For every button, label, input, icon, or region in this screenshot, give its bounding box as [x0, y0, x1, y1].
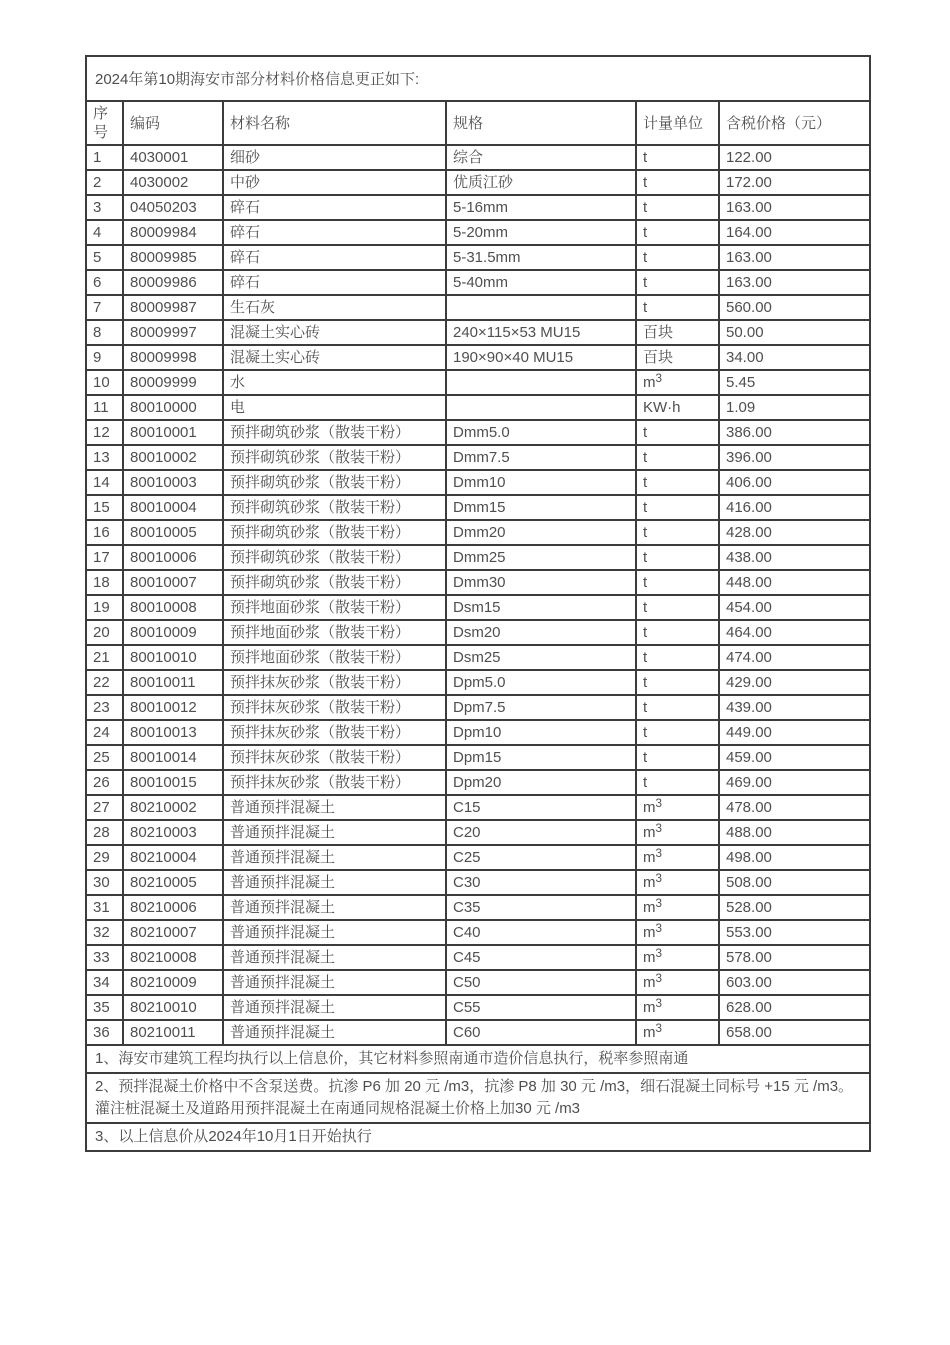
- table-cell: t: [636, 195, 719, 220]
- table-cell: 10: [86, 370, 123, 395]
- table-cell: 24: [86, 720, 123, 745]
- table-cell: 416.00: [719, 495, 870, 520]
- table-cell: $m^3$: [636, 870, 719, 895]
- table-cell: 百块: [636, 345, 719, 370]
- table-cell: [446, 395, 636, 420]
- table-cell: Dmm20: [446, 520, 636, 545]
- table-cell: 水: [223, 370, 446, 395]
- table-cell: 80009998: [123, 345, 223, 370]
- table-cell: 04050203: [123, 195, 223, 220]
- table-cell: 35: [86, 995, 123, 1020]
- table-cell: C45: [446, 945, 636, 970]
- table-cell: Dsm25: [446, 645, 636, 670]
- table-cell: 553.00: [719, 920, 870, 945]
- note-row: [86, 1123, 870, 1151]
- table-row: [86, 995, 870, 1020]
- column-header-4: 计量单位: [636, 101, 719, 145]
- table-cell: 9: [86, 345, 123, 370]
- table-cell: 80010013: [123, 720, 223, 745]
- table-cell: 80010001: [123, 420, 223, 445]
- table-cell: 碎石: [223, 270, 446, 295]
- table-cell: t: [636, 595, 719, 620]
- table-cell: t: [636, 495, 719, 520]
- table-cell: 80210010: [123, 995, 223, 1020]
- table-cell: $m^3$: [636, 945, 719, 970]
- table-cell: 混凝土实心砖: [223, 320, 446, 345]
- table-cell: 560.00: [719, 295, 870, 320]
- table-cell: 448.00: [719, 570, 870, 595]
- table-cell: 30: [86, 870, 123, 895]
- table-cell: 26: [86, 770, 123, 795]
- table-cell: 80010005: [123, 520, 223, 545]
- table-cell: 80010007: [123, 570, 223, 595]
- table-cell: 464.00: [719, 620, 870, 645]
- table-cell: 8: [86, 320, 123, 345]
- table-cell: 240×115×53 MU15: [446, 320, 636, 345]
- table-row: [86, 370, 870, 395]
- table-cell: 19: [86, 595, 123, 620]
- table-cell: 164.00: [719, 220, 870, 245]
- table-cell: 普通预拌混凝土: [223, 870, 446, 895]
- table-cell: Dmm7.5: [446, 445, 636, 470]
- table-cell: 80210003: [123, 820, 223, 845]
- table-cell: 16: [86, 520, 123, 545]
- table-row: [86, 570, 870, 595]
- table-cell: t: [636, 520, 719, 545]
- table-cell: C60: [446, 1020, 636, 1045]
- table-cell: $m^3$: [636, 795, 719, 820]
- table-row: [86, 320, 870, 345]
- table-cell: 预拌砌筑砂浆（散装干粉）: [223, 420, 446, 445]
- table-cell: [446, 295, 636, 320]
- table-cell: 5: [86, 245, 123, 270]
- table-cell: 528.00: [719, 895, 870, 920]
- table-cell: Dmm10: [446, 470, 636, 495]
- table-cell: Dmm15: [446, 495, 636, 520]
- table-cell: 预拌砌筑砂浆（散装干粉）: [223, 445, 446, 470]
- table-cell: 80009999: [123, 370, 223, 395]
- table-cell: 5-16mm: [446, 195, 636, 220]
- table-cell: 406.00: [719, 470, 870, 495]
- note-text: 2、预拌混凝土价格中不含泵送费。抗渗 P6 加 20 元 /m3，抗渗 P8 加 30 元 /m3，细石混凝土同标号 +15 元 /m3。 灌注桩混凝土及道路用预拌混凝土在南通同规格混凝土价格上加30 元 /m3: [86, 1073, 870, 1123]
- table-cell: 5-20mm: [446, 220, 636, 245]
- table-cell: 80009984: [123, 220, 223, 245]
- table-cell: 4: [86, 220, 123, 245]
- table-cell: $m^3$: [636, 370, 719, 395]
- table-cell: 80210011: [123, 1020, 223, 1045]
- table-cell: 电: [223, 395, 446, 420]
- table-cell: 预拌砌筑砂浆（散装干粉）: [223, 520, 446, 545]
- table-cell: 80210006: [123, 895, 223, 920]
- table-cell: 438.00: [719, 545, 870, 570]
- table-cell: Dpm10: [446, 720, 636, 745]
- table-header-row: [86, 101, 870, 145]
- table-cell: 普通预拌混凝土: [223, 1020, 446, 1045]
- column-header-0: 序号: [86, 101, 123, 145]
- note-row: [86, 1073, 870, 1123]
- table-cell: 13: [86, 445, 123, 470]
- table-cell: 预拌地面砂浆（散装干粉）: [223, 595, 446, 620]
- table-cell: 190×90×40 MU15: [446, 345, 636, 370]
- table-cell: Dmm25: [446, 545, 636, 570]
- table-row: [86, 395, 870, 420]
- table-row: [86, 245, 870, 270]
- table-cell: 29: [86, 845, 123, 870]
- table-cell: 80010002: [123, 445, 223, 470]
- table-cell: 488.00: [719, 820, 870, 845]
- table-cell: t: [636, 620, 719, 645]
- table-cell: 80010009: [123, 620, 223, 645]
- table-cell: 22: [86, 670, 123, 695]
- table-cell: 27: [86, 795, 123, 820]
- table-row: [86, 470, 870, 495]
- table-cell: 普通预拌混凝土: [223, 920, 446, 945]
- table-row: [86, 695, 870, 720]
- table-row: [86, 895, 870, 920]
- table-cell: C55: [446, 995, 636, 1020]
- table-cell: C25: [446, 845, 636, 870]
- table-cell: 20: [86, 620, 123, 645]
- table-cell: C20: [446, 820, 636, 845]
- table-row: [86, 445, 870, 470]
- table-cell: 预拌砌筑砂浆（散装干粉）: [223, 495, 446, 520]
- table-cell: t: [636, 645, 719, 670]
- table-cell: 5-40mm: [446, 270, 636, 295]
- table-cell: 碎石: [223, 245, 446, 270]
- table-cell: 34.00: [719, 345, 870, 370]
- table-cell: 21: [86, 645, 123, 670]
- table-cell: 预拌地面砂浆（散装干粉）: [223, 645, 446, 670]
- table-cell: $m^3$: [636, 895, 719, 920]
- table-cell: 1: [86, 145, 123, 170]
- table-cell: 预拌抹灰砂浆（散装干粉）: [223, 670, 446, 695]
- table-row: [86, 945, 870, 970]
- table-cell: 生石灰: [223, 295, 446, 320]
- table-cell: 优质江砂: [446, 170, 636, 195]
- table-cell: KW·h: [636, 395, 719, 420]
- table-cell: 508.00: [719, 870, 870, 895]
- table-cell: 50.00: [719, 320, 870, 345]
- table-cell: 80010008: [123, 595, 223, 620]
- table-cell: 33: [86, 945, 123, 970]
- table-cell: 普通预拌混凝土: [223, 820, 446, 845]
- table-cell: 5-31.5mm: [446, 245, 636, 270]
- table-cell: 36: [86, 1020, 123, 1045]
- table-cell: 预拌砌筑砂浆（散装干粉）: [223, 545, 446, 570]
- table-cell: $m^3$: [636, 920, 719, 945]
- table-cell: 普通预拌混凝土: [223, 970, 446, 995]
- table-cell: Dpm5.0: [446, 670, 636, 695]
- table-cell: 396.00: [719, 445, 870, 470]
- table-row: [86, 145, 870, 170]
- table-cell: 80009986: [123, 270, 223, 295]
- table-cell: 普通预拌混凝土: [223, 895, 446, 920]
- table-cell: C40: [446, 920, 636, 945]
- table-row: [86, 745, 870, 770]
- table-cell: 429.00: [719, 670, 870, 695]
- table-cell: 3: [86, 195, 123, 220]
- table-cell: 预拌抹灰砂浆（散装干粉）: [223, 695, 446, 720]
- table-cell: Dsm15: [446, 595, 636, 620]
- table-cell: 7: [86, 295, 123, 320]
- table-cell: $m^3$: [636, 845, 719, 870]
- table-cell: 14: [86, 470, 123, 495]
- table-cell: 628.00: [719, 995, 870, 1020]
- table-cell: 478.00: [719, 795, 870, 820]
- table-row: [86, 920, 870, 945]
- table-cell: 449.00: [719, 720, 870, 745]
- table-cell: 163.00: [719, 245, 870, 270]
- table-row: [86, 170, 870, 195]
- table-cell: 122.00: [719, 145, 870, 170]
- table-row: [86, 595, 870, 620]
- table-row: [86, 520, 870, 545]
- table-cell: 163.00: [719, 270, 870, 295]
- table-row: [86, 820, 870, 845]
- document-title: 2024年第10期海安市部分材料价格信息更正如下:: [86, 56, 870, 101]
- table-row: [86, 795, 870, 820]
- table-cell: 1.09: [719, 395, 870, 420]
- table-cell: 474.00: [719, 645, 870, 670]
- table-cell: t: [636, 545, 719, 570]
- table-cell: t: [636, 445, 719, 470]
- table-cell: 12: [86, 420, 123, 445]
- table-cell: 6: [86, 270, 123, 295]
- table-row: [86, 620, 870, 645]
- table-cell: 80010003: [123, 470, 223, 495]
- table-cell: 80010012: [123, 695, 223, 720]
- table-cell: Dsm20: [446, 620, 636, 645]
- table-cell: 23: [86, 695, 123, 720]
- table-cell: 普通预拌混凝土: [223, 795, 446, 820]
- table-cell: 454.00: [719, 595, 870, 620]
- table-cell: 469.00: [719, 770, 870, 795]
- table-row: [86, 770, 870, 795]
- table-cell: t: [636, 695, 719, 720]
- table-cell: 498.00: [719, 845, 870, 870]
- table-cell: [446, 370, 636, 395]
- table-cell: 百块: [636, 320, 719, 345]
- price-document: [85, 55, 869, 1152]
- table-cell: 预拌砌筑砂浆（散装干粉）: [223, 470, 446, 495]
- table-cell: 80010010: [123, 645, 223, 670]
- table-cell: 预拌地面砂浆（散装干粉）: [223, 620, 446, 645]
- table-cell: 386.00: [719, 420, 870, 445]
- table-cell: Dpm15: [446, 745, 636, 770]
- table-cell: 普通预拌混凝土: [223, 945, 446, 970]
- column-header-2: 材料名称: [223, 101, 446, 145]
- table-row: [86, 720, 870, 745]
- table-row: [86, 295, 870, 320]
- table-cell: t: [636, 170, 719, 195]
- table-cell: 预拌抹灰砂浆（散装干粉）: [223, 770, 446, 795]
- table-cell: t: [636, 670, 719, 695]
- table-cell: 603.00: [719, 970, 870, 995]
- table-cell: 459.00: [719, 745, 870, 770]
- table-cell: 预拌抹灰砂浆（散装干粉）: [223, 720, 446, 745]
- table-cell: 80010015: [123, 770, 223, 795]
- note-text: 3、以上信息价从2024年10月1日开始执行: [86, 1123, 870, 1151]
- table-cell: t: [636, 470, 719, 495]
- note-text: 1、海安市建筑工程均执行以上信息价，其它材料参照南通市造价信息执行，税率参照南通: [86, 1045, 870, 1073]
- table-cell: C50: [446, 970, 636, 995]
- table-cell: C30: [446, 870, 636, 895]
- table-cell: 428.00: [719, 520, 870, 545]
- table-cell: 碎石: [223, 220, 446, 245]
- table-cell: t: [636, 145, 719, 170]
- table-cell: 预拌抹灰砂浆（散装干粉）: [223, 745, 446, 770]
- table-cell: 80010014: [123, 745, 223, 770]
- table-cell: 439.00: [719, 695, 870, 720]
- table-row: [86, 970, 870, 995]
- table-cell: 混凝土实心砖: [223, 345, 446, 370]
- table-cell: 80210002: [123, 795, 223, 820]
- table-cell: 80210004: [123, 845, 223, 870]
- table-cell: 普通预拌混凝土: [223, 845, 446, 870]
- table-cell: 80210009: [123, 970, 223, 995]
- table-cell: 中砂: [223, 170, 446, 195]
- table-cell: 4030002: [123, 170, 223, 195]
- table-row: [86, 870, 870, 895]
- table-cell: 28: [86, 820, 123, 845]
- table-cell: 5.45: [719, 370, 870, 395]
- table-cell: C15: [446, 795, 636, 820]
- table-cell: t: [636, 570, 719, 595]
- table-cell: Dmm30: [446, 570, 636, 595]
- table-cell: 80210005: [123, 870, 223, 895]
- table-cell: 80210008: [123, 945, 223, 970]
- table-row: [86, 195, 870, 220]
- table-cell: 31: [86, 895, 123, 920]
- table-cell: 578.00: [719, 945, 870, 970]
- table-cell: 34: [86, 970, 123, 995]
- price-table: [85, 55, 871, 1152]
- table-cell: 80009987: [123, 295, 223, 320]
- table-cell: 综合: [446, 145, 636, 170]
- column-header-5: 含税价格（元）: [719, 101, 870, 145]
- table-cell: C35: [446, 895, 636, 920]
- table-cell: 25: [86, 745, 123, 770]
- table-cell: 172.00: [719, 170, 870, 195]
- table-cell: 80010006: [123, 545, 223, 570]
- table-row: [86, 495, 870, 520]
- table-row: [86, 670, 870, 695]
- table-cell: 17: [86, 545, 123, 570]
- table-cell: 658.00: [719, 1020, 870, 1045]
- table-row: [86, 645, 870, 670]
- table-row: [86, 545, 870, 570]
- table-cell: 2: [86, 170, 123, 195]
- column-header-3: 规格: [446, 101, 636, 145]
- table-cell: 80010004: [123, 495, 223, 520]
- table-cell: 11: [86, 395, 123, 420]
- table-row: [86, 420, 870, 445]
- table-cell: 普通预拌混凝土: [223, 995, 446, 1020]
- table-cell: Dpm7.5: [446, 695, 636, 720]
- table-cell: 32: [86, 920, 123, 945]
- table-cell: 80210007: [123, 920, 223, 945]
- table-cell: $m^3$: [636, 820, 719, 845]
- table-cell: 细砂: [223, 145, 446, 170]
- table-cell: t: [636, 745, 719, 770]
- table-cell: 80010011: [123, 670, 223, 695]
- table-cell: $m^3$: [636, 1020, 719, 1045]
- table-cell: 碎石: [223, 195, 446, 220]
- table-cell: 163.00: [719, 195, 870, 220]
- table-cell: t: [636, 245, 719, 270]
- table-row: [86, 1020, 870, 1045]
- table-cell: t: [636, 770, 719, 795]
- table-cell: 80009985: [123, 245, 223, 270]
- table-cell: t: [636, 295, 719, 320]
- table-cell: Dpm20: [446, 770, 636, 795]
- title-row: [86, 56, 870, 101]
- table-cell: 预拌砌筑砂浆（散装干粉）: [223, 570, 446, 595]
- table-cell: $m^3$: [636, 995, 719, 1020]
- table-cell: $m^3$: [636, 970, 719, 995]
- note-row: [86, 1045, 870, 1073]
- table-cell: t: [636, 420, 719, 445]
- table-cell: Dmm5.0: [446, 420, 636, 445]
- column-header-1: 编码: [123, 101, 223, 145]
- table-row: [86, 845, 870, 870]
- table-row: [86, 345, 870, 370]
- table-row: [86, 220, 870, 245]
- table-cell: 80010000: [123, 395, 223, 420]
- table-cell: 4030001: [123, 145, 223, 170]
- table-row: [86, 270, 870, 295]
- table-cell: t: [636, 270, 719, 295]
- table-cell: 18: [86, 570, 123, 595]
- table-cell: t: [636, 720, 719, 745]
- table-cell: 80009997: [123, 320, 223, 345]
- table-cell: 15: [86, 495, 123, 520]
- table-cell: t: [636, 220, 719, 245]
